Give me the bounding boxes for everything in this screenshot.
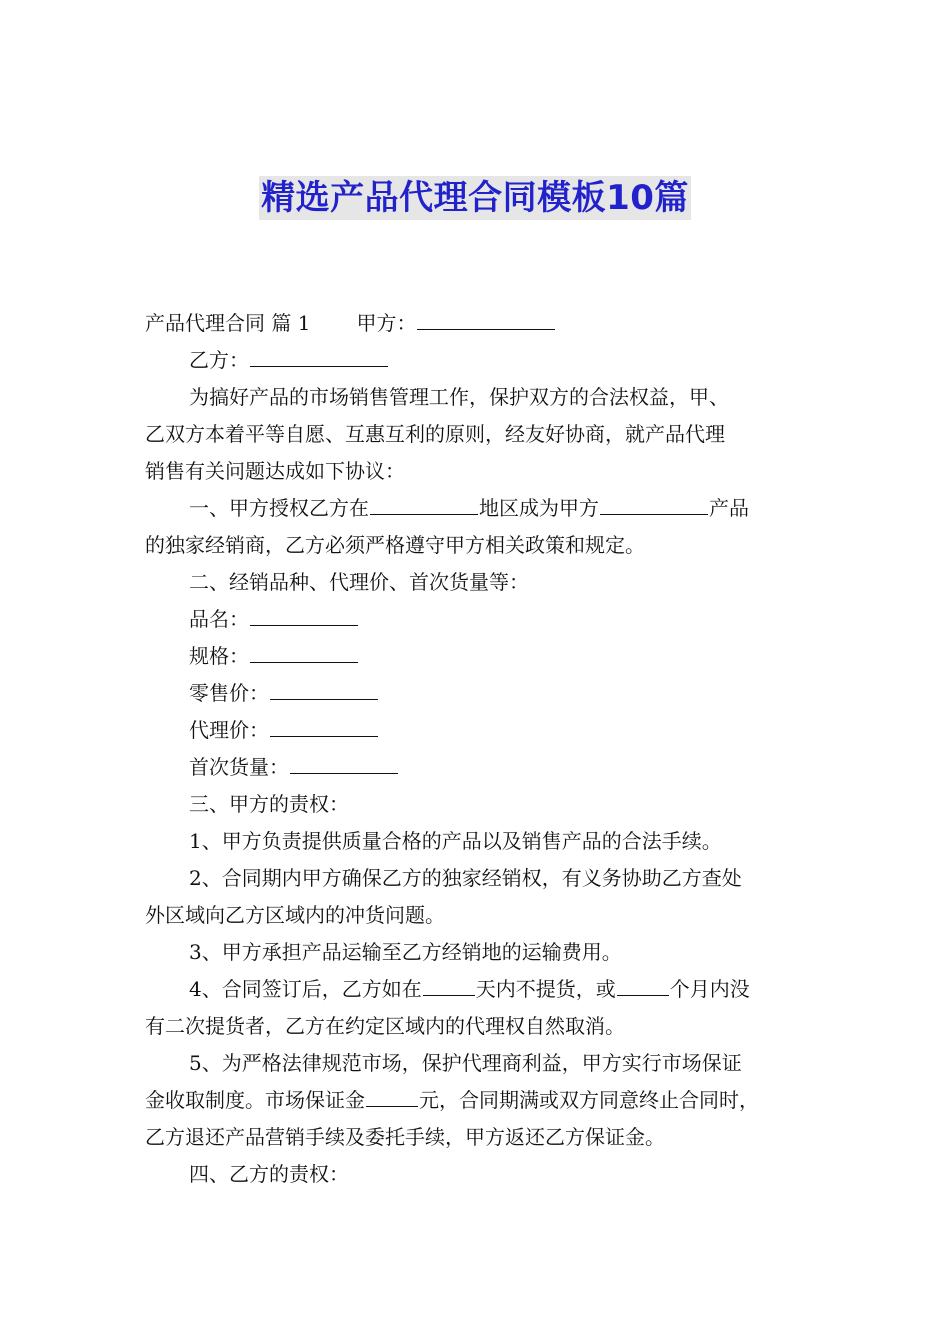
paragraph-line bbox=[145, 860, 810, 897]
paragraph-text: 的独家经销商，乙方必须严格遵守甲方相关政策和规定。 bbox=[145, 533, 645, 557]
contract-heading: 产品代理合同 篇 1 bbox=[145, 311, 311, 335]
clause-text: 4、合同签订后，乙方如在 bbox=[189, 977, 422, 1001]
clause-text: 地区成为甲方 bbox=[479, 496, 599, 520]
field-blank bbox=[270, 677, 378, 700]
party-b-line bbox=[145, 342, 810, 379]
section-heading-text: 二、经销品种、代理价、首次货量等： bbox=[189, 570, 529, 594]
paragraph-text: 销售有关问题达成如下协议： bbox=[145, 459, 405, 483]
clause-text: 金收取制度。市场保证金 bbox=[145, 1088, 365, 1112]
days-blank bbox=[423, 973, 475, 996]
paragraph-line bbox=[145, 379, 810, 416]
document-body bbox=[145, 305, 810, 1193]
party-a-blank bbox=[417, 307, 555, 330]
field-label: 规格： bbox=[189, 644, 249, 668]
paragraph-text: 5、为严格法律规范市场，保护代理商利益，甲方实行市场保证 bbox=[189, 1051, 742, 1075]
clause-text: 个月内没 bbox=[669, 977, 750, 1001]
clause-text: 天内不提货，或 bbox=[475, 977, 616, 1001]
field-line bbox=[145, 749, 810, 786]
party-b-label: 乙方： bbox=[189, 348, 249, 372]
paragraph-line bbox=[145, 934, 810, 971]
section-heading bbox=[145, 564, 810, 601]
paragraph-line bbox=[145, 453, 810, 490]
section-heading-text: 四、乙方的责权： bbox=[189, 1162, 349, 1186]
deposit-line bbox=[145, 1082, 810, 1119]
clause-4-line bbox=[145, 971, 810, 1008]
paragraph-line bbox=[145, 416, 810, 453]
field-label: 代理价： bbox=[189, 718, 269, 742]
field-blank bbox=[250, 603, 358, 626]
paragraph-text: 乙双方本着平等自愿、互惠互利的原则，经友好协商，就产品代理 bbox=[145, 422, 725, 446]
paragraph-line bbox=[145, 1045, 810, 1082]
field-line bbox=[145, 601, 810, 638]
field-line bbox=[145, 638, 810, 675]
party-b-blank bbox=[250, 344, 388, 367]
field-label: 零售价： bbox=[189, 681, 269, 705]
paragraph-text: 3、甲方承担产品运输至乙方经销地的运输费用。 bbox=[189, 940, 622, 964]
section-heading-text: 三、甲方的责权： bbox=[189, 792, 349, 816]
field-label: 品名： bbox=[189, 607, 249, 631]
paragraph-text: 为搞好产品的市场销售管理工作，保护双方的合法权益，甲、 bbox=[189, 385, 729, 409]
paragraph-text: 有二次提货者，乙方在约定区域内的代理权自然取消。 bbox=[145, 1014, 625, 1038]
clause-text: 产品 bbox=[709, 496, 749, 520]
paragraph-line bbox=[145, 527, 810, 564]
paragraph-line bbox=[145, 897, 810, 934]
field-line bbox=[145, 675, 810, 712]
paragraph-line bbox=[145, 823, 810, 860]
section-heading bbox=[145, 786, 810, 823]
clause-1-line bbox=[145, 490, 810, 527]
field-blank bbox=[290, 751, 398, 774]
party-a-label: 甲方： bbox=[356, 311, 417, 335]
field-label: 首次货量： bbox=[189, 755, 289, 779]
paragraph-text: 1、甲方负责提供质量合格的产品以及销售产品的合法手续。 bbox=[189, 829, 722, 853]
paragraph-text: 2、合同期内甲方确保乙方的独家经销权，有义务协助乙方查处 bbox=[189, 866, 742, 890]
region-blank bbox=[370, 492, 478, 515]
document-title: 精选产品代理合同模板10篇 bbox=[261, 178, 689, 218]
months-blank bbox=[617, 973, 669, 996]
deposit-blank bbox=[366, 1084, 418, 1107]
contract-header-line bbox=[145, 305, 810, 342]
field-blank bbox=[250, 640, 358, 663]
paragraph-text: 乙方退还产品营销手续及委托手续，甲方返还乙方保证金。 bbox=[145, 1125, 665, 1149]
paragraph-line bbox=[145, 1008, 810, 1045]
field-blank bbox=[270, 714, 378, 737]
paragraph-line bbox=[145, 1119, 810, 1156]
clause-text: 元，合同期满或双方同意终止合同时， bbox=[419, 1088, 759, 1112]
title-container bbox=[0, 176, 950, 220]
paragraph-text: 外区域向乙方区域内的冲货问题。 bbox=[145, 903, 445, 927]
field-line bbox=[145, 712, 810, 749]
clause-text: 一、甲方授权乙方在 bbox=[189, 496, 369, 520]
section-heading bbox=[145, 1156, 810, 1193]
product-blank bbox=[600, 492, 708, 515]
